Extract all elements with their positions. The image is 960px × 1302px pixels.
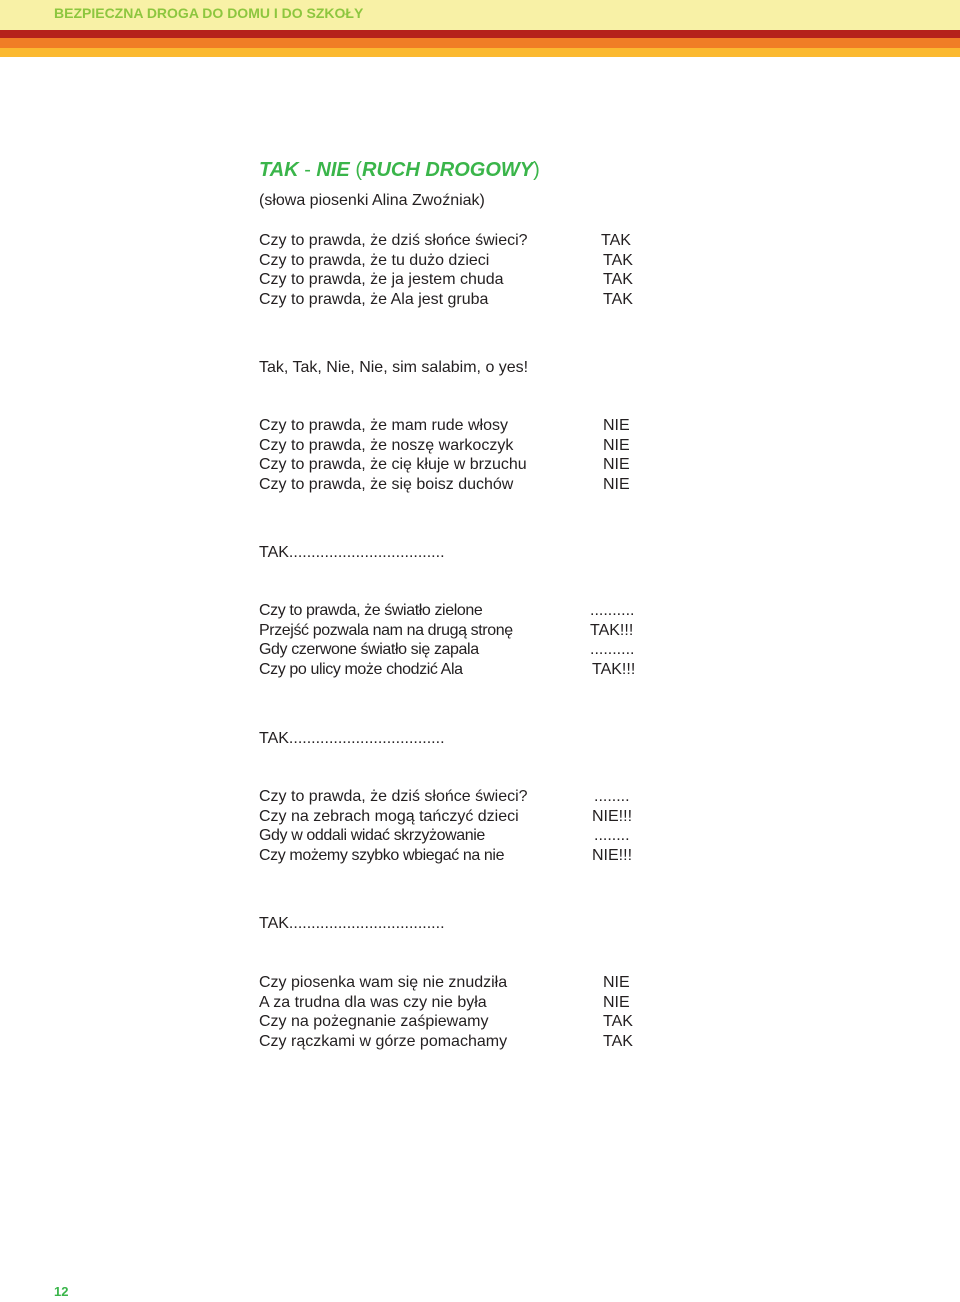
- verse2-line-3: Czy to prawda, że cię kłuje w brzuchu: [259, 456, 527, 473]
- verse3-answer-2: TAK!!!: [590, 621, 634, 639]
- verse3-answer-3: ..........: [590, 641, 635, 658]
- verse2-line-1: Czy to prawda, że mam rude włosy: [259, 417, 508, 434]
- verse2-line-4: Czy to prawda, że się boisz duchów: [259, 475, 514, 493]
- verse5-answer-3: TAK: [603, 1013, 633, 1030]
- verse5-line-1: Czy piosenka wam się nie znudziła: [259, 974, 508, 991]
- header-band: [0, 0, 960, 30]
- verse1-line-4: Czy to prawda, że Ala jest gruba: [259, 290, 489, 308]
- verse5-answer-4: TAK: [603, 1032, 633, 1050]
- verse3-line-3: Gdy czerwone światło się zapala: [259, 641, 479, 658]
- verse3-answer-1: ..........: [590, 602, 635, 619]
- verse5-answer-2: NIE: [603, 993, 630, 1011]
- song-title: [259, 159, 540, 182]
- verse4-answer-4: NIE!!!: [592, 846, 633, 864]
- verse1-answer-4: TAK: [603, 290, 633, 308]
- header-stripe-orange: [0, 38, 960, 48]
- verse4-line-3: Gdy w oddali widać skrzyżowanie: [259, 827, 485, 844]
- song-title-nie: NIE: [316, 159, 350, 181]
- running-header-title: BEZPIECZNA DROGA DO DOMU I DO SZKOŁY: [54, 5, 364, 21]
- verse4-line-4: Czy możemy szybko wbiegać na nie: [259, 846, 505, 864]
- page-number: 12: [54, 1284, 69, 1299]
- verse5-line-4: Czy rączkami w górze pomachamy: [259, 1032, 508, 1050]
- verse4-line-2: Czy na zebrach mogą tańczyć dzieci: [259, 807, 519, 825]
- verse5-line-3: Czy na pożegnanie zaśpiewamy: [259, 1013, 489, 1030]
- song-title-main: RUCH DROGOWY: [362, 159, 534, 181]
- verse3-line-1: Czy to prawda, że światło zielone: [259, 602, 483, 619]
- verse3-line-4: Czy po ulicy może chodzić Ala: [259, 660, 463, 678]
- verse3-answer-4: TAK!!!: [592, 660, 636, 678]
- verse2-answer-2: NIE: [603, 436, 630, 454]
- chorus-line: Tak, Tak, Nie, Nie, sim salabim, o yes!: [259, 359, 529, 376]
- song-title-open-paren: (: [355, 159, 362, 181]
- song-title-separator: -: [304, 159, 311, 181]
- refrain-1: TAK...................................: [259, 544, 445, 561]
- refrain-2: TAK...................................: [259, 730, 445, 747]
- verse1-line-2: Czy to prawda, że tu dużo dzieci: [259, 251, 490, 269]
- verse2-answer-3: NIE: [603, 456, 630, 473]
- verse5-line-2: A za trudna dla was czy nie była: [259, 993, 487, 1011]
- song-subtitle: (słowa piosenki Alina Zwoźniak): [259, 192, 485, 209]
- refrain-3: TAK...................................: [259, 915, 445, 932]
- verse2-answer-1: NIE: [603, 417, 630, 434]
- header-stripe-red: [0, 30, 960, 38]
- verse2-line-2: Czy to prawda, że noszę warkoczyk: [259, 436, 514, 454]
- verse1-answer-2: TAK: [603, 251, 633, 269]
- verse1-answer-3: TAK: [603, 271, 633, 288]
- verse4-answer-1: ........: [594, 788, 630, 805]
- verse4-answer-2: NIE!!!: [592, 807, 633, 825]
- verse3-line-2: Przejść pozwala nam na drugą stronę: [259, 621, 513, 639]
- verse1-answer-1: TAK: [601, 232, 631, 249]
- verse1-line-1: Czy to prawda, że dziś słońce świeci?: [259, 232, 528, 249]
- verse4-answer-3: ........: [594, 827, 630, 844]
- song-title-close-paren: ): [533, 159, 540, 181]
- header-stripe-yellow: [0, 48, 960, 57]
- verse5-answer-1: NIE: [603, 974, 630, 991]
- song-title-tak: TAK: [259, 159, 299, 181]
- verse4-line-1: Czy to prawda, że dziś słońce świeci?: [259, 788, 528, 805]
- verse2-answer-4: NIE: [603, 475, 630, 493]
- verse1-line-3: Czy to prawda, że ja jestem chuda: [259, 271, 504, 288]
